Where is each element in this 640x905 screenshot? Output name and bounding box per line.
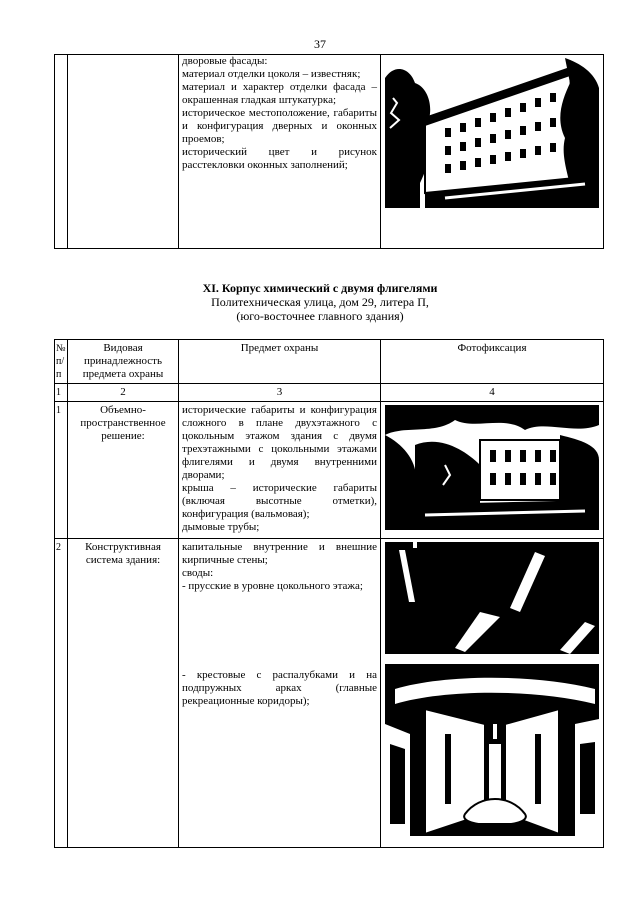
row-photo	[381, 402, 604, 539]
prussian-vault-photo	[385, 542, 599, 654]
subject-line: материал отделки цоколя – известняк;	[182, 68, 361, 80]
section-note: (юго-восточнее главного здания)	[236, 309, 404, 323]
page-number: 37	[314, 37, 326, 51]
row-category: Объемно-пространственное решение:	[68, 402, 179, 539]
header-photo: Фотофиксация	[381, 340, 604, 384]
protection-table	[54, 339, 604, 848]
subject-line: своды:	[182, 567, 214, 579]
continuation-cell-subject	[179, 55, 381, 249]
section-heading	[0, 281, 640, 323]
header-category: Видовая принадлежность предмета охраны	[68, 340, 179, 384]
col-number: 3	[179, 384, 381, 402]
continuation-table	[54, 54, 604, 249]
row-category: Конструктивная система здания:	[68, 539, 179, 848]
building-facade-photo	[385, 58, 599, 208]
courtyard-building-photo	[385, 405, 599, 530]
subject-line: дымовые трубы;	[182, 521, 260, 533]
row-num: 1	[55, 402, 68, 539]
section-title: XI. Корпус химический с двумя флигелями	[202, 281, 438, 295]
subject-line: материал и характер отделки фасада – окрашенная гладкая штукатурка;	[182, 81, 377, 106]
header-num: № п/п	[55, 340, 68, 384]
table-row	[55, 539, 604, 848]
subject-line: - прусские в уровне цокольного этажа;	[182, 580, 363, 592]
subject-line: капитальные внутренние и внешние кирпичные стены;	[182, 541, 377, 566]
subject-line: крыша – исторические габариты (включая высотные отметки), конфигурация (вальмовая);	[182, 482, 377, 520]
col-number: 2	[68, 384, 179, 402]
col-number: 1	[55, 384, 68, 402]
header-subject: Предмет охраны	[179, 340, 381, 384]
continuation-cell-num	[55, 55, 68, 249]
subject-line: исторические габариты и конфигурация сложного в плане двухэтажного с цокольным этажом здания с двумя трехэтажными с цокольными этажами флигелями и двумя внутренними дворами;	[182, 404, 377, 481]
row-photo	[381, 539, 604, 848]
row-subject	[179, 539, 381, 848]
continuation-cell-photo	[381, 55, 604, 249]
subject-line: историческое местоположение, габариты и конфигурация дверных и оконных проемов;	[182, 107, 377, 145]
table-row	[55, 402, 604, 539]
row-subject	[179, 402, 381, 539]
cross-vault-corridor-photo	[385, 664, 599, 836]
section-address: Политехническая улица, дом 29, литера П,	[211, 295, 429, 309]
continuation-cell-category	[68, 55, 179, 249]
subject-line: дворовые фасады:	[182, 55, 268, 67]
subject-line: - крестовые с распалубками и на подпружных арках (главные рекреационные коридоры);	[182, 669, 377, 707]
subject-line: исторический цвет и рисунок расстекловки оконных заполнений;	[182, 146, 377, 171]
row-num: 2	[55, 539, 68, 848]
col-number: 4	[381, 384, 604, 402]
